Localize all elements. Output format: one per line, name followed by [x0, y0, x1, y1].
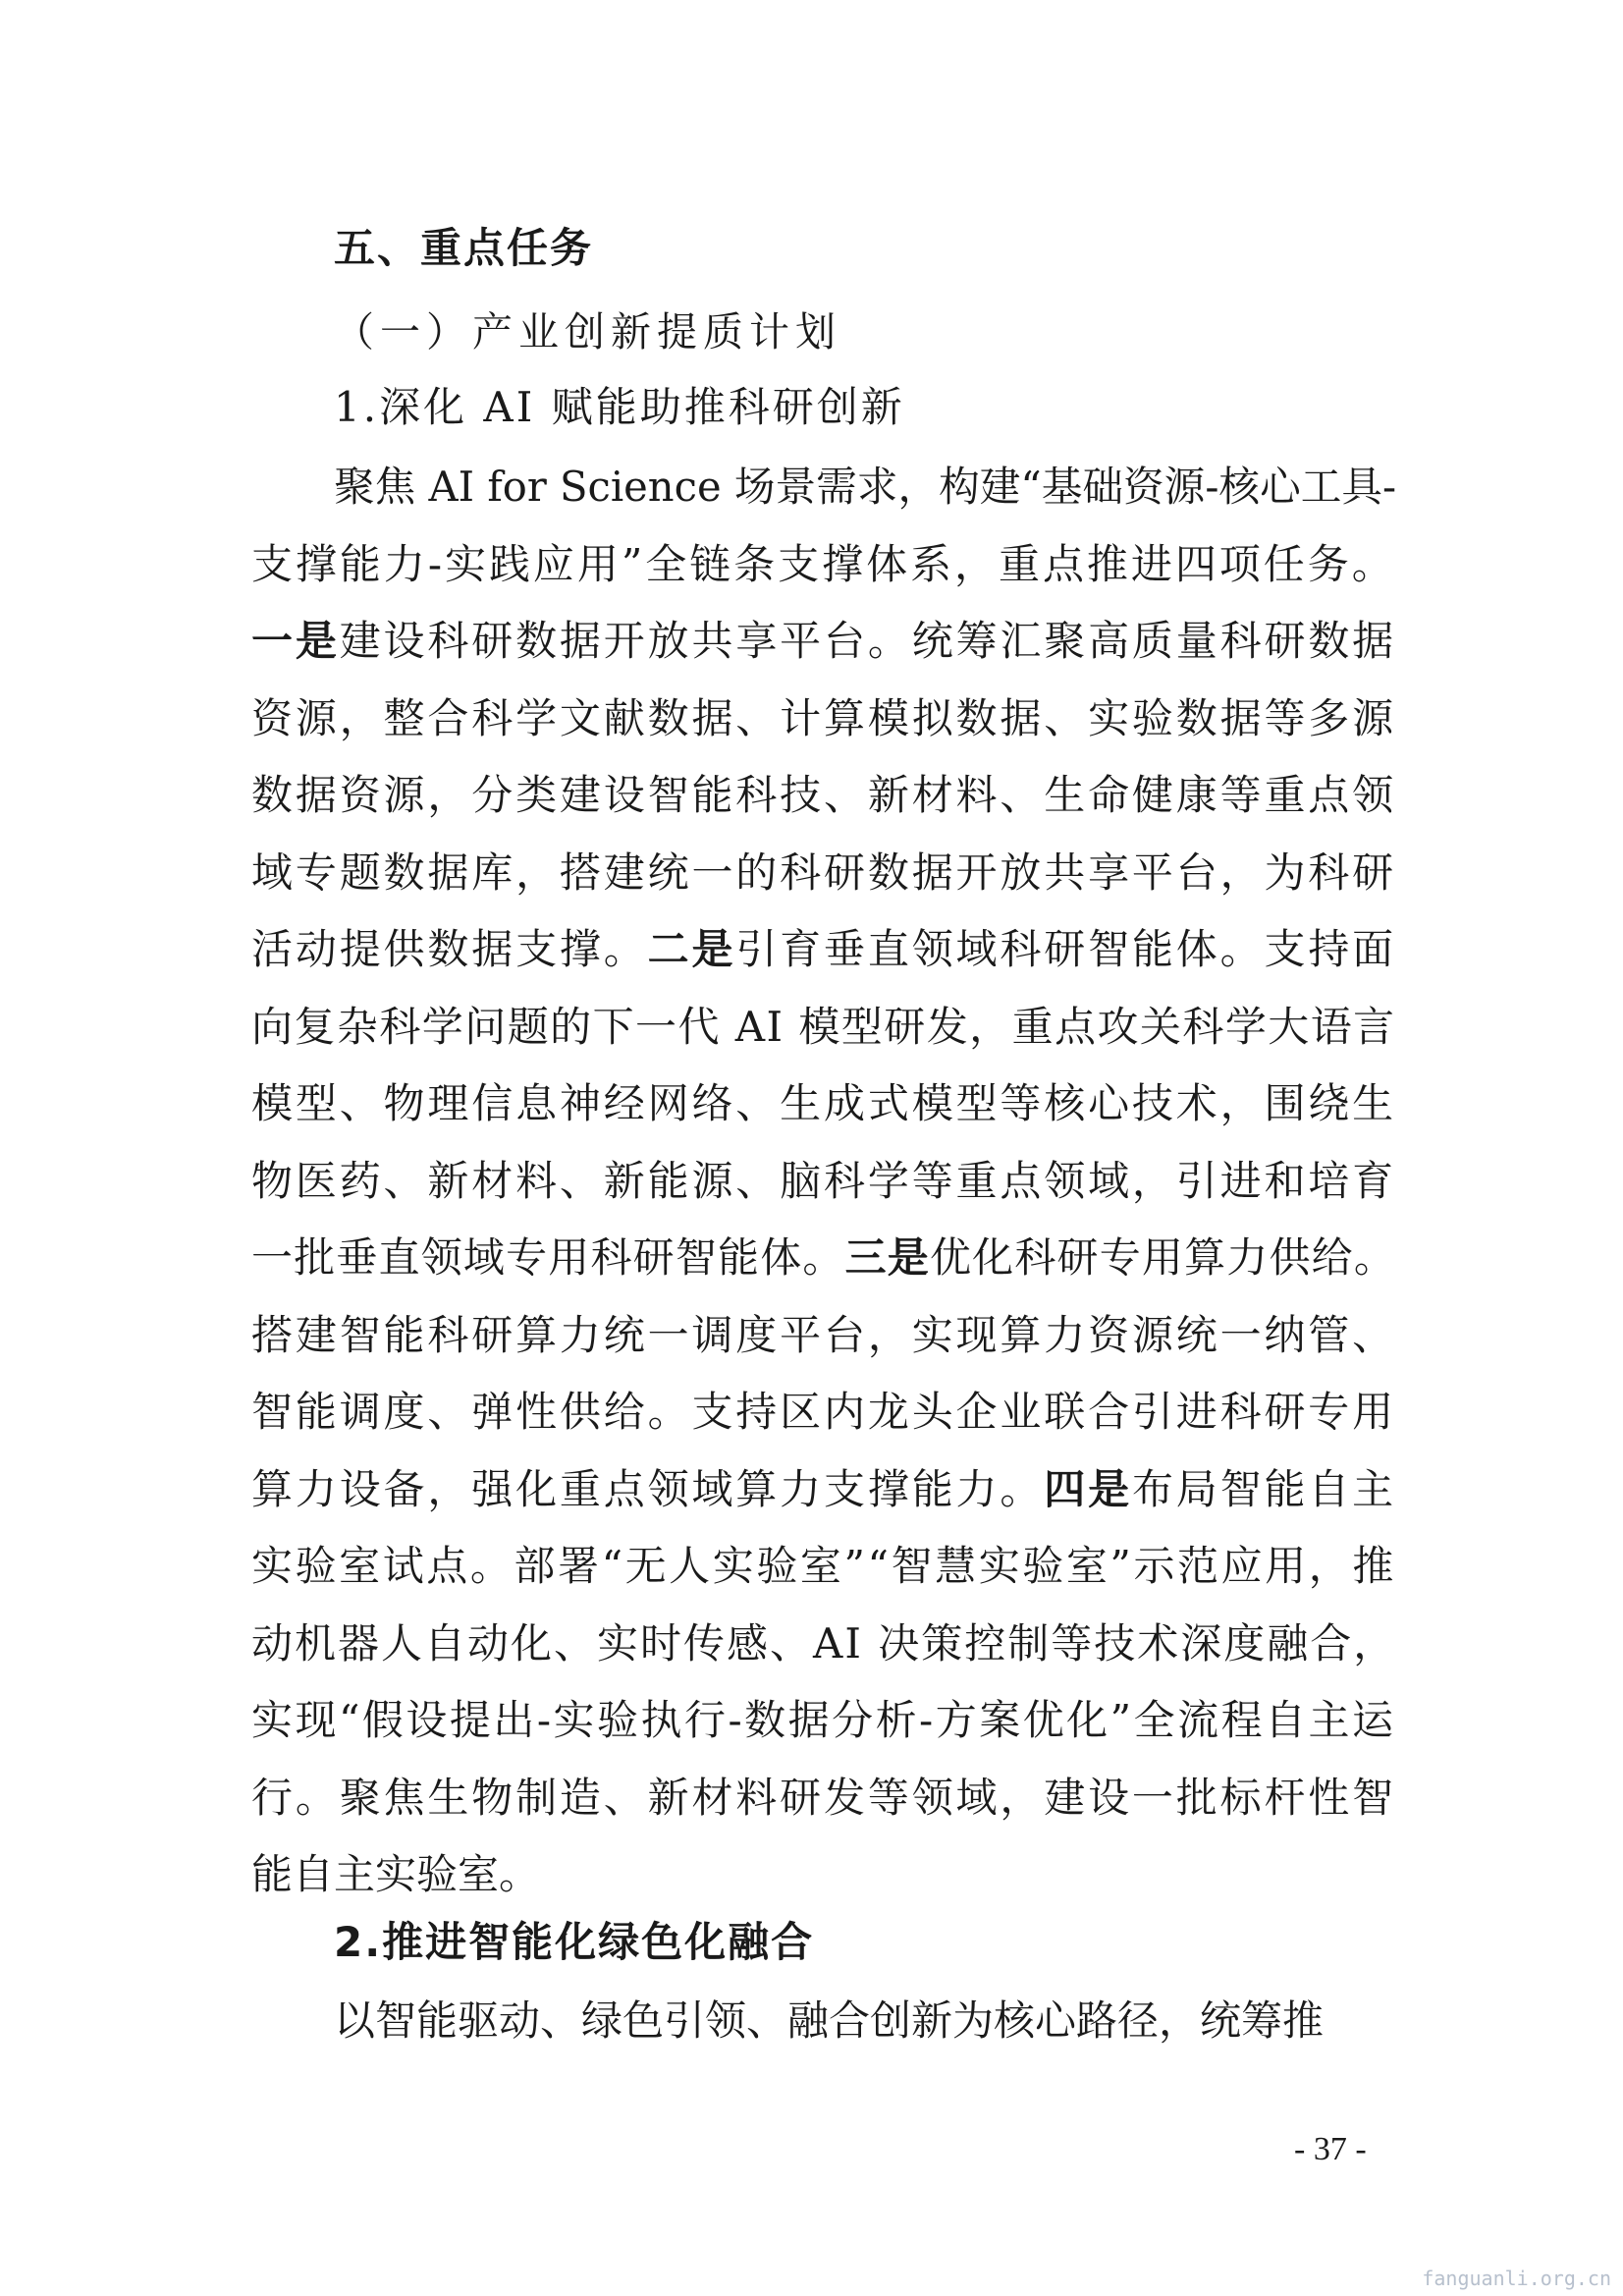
text-segment: 一批垂直领域专用科研智能体。	[251, 1233, 845, 1282]
text-segment: 域专题数据库，搭建统一的科研数据开放共享平台，为科研	[251, 847, 1397, 897]
text-segment: 算力设备，强化重点领域算力支撑能力。	[251, 1464, 1045, 1513]
text-segment: 模型、物理信息神经网络、生成式模型等核心技术，围绕生	[251, 1079, 1397, 1127]
text-segment: 实验室试点。部署“无人实验室”“智慧实验室”示范应用，推	[251, 1542, 1396, 1590]
text-segment: 数据资源，分类建设智能科技、新材料、生命健康等重点领	[251, 771, 1397, 819]
text-segment: 行。聚焦生物制造、新材料研发等领域，建设一批标杆性智	[251, 1773, 1397, 1822]
text-segment: 动机器人自动化、实时传感、AI 决策控制等技术深度融合，	[251, 1618, 1397, 1667]
text-segment: 引育垂直领域科研智能体。支持面	[735, 925, 1397, 973]
text-segment: 物医药、新材料、新能源、脑科学等重点领域，引进和培育	[251, 1156, 1397, 1205]
text-segment: 以智能驱动、绿色引领、融合创新为核心路径，统筹推	[334, 1996, 1325, 2045]
paragraph-line	[251, 609, 1396, 668]
paragraph-line	[251, 1766, 1396, 1825]
text-segment: 布局智能自主	[1131, 1464, 1397, 1513]
paragraph-line	[251, 1842, 540, 1901]
text-segment: 实现“假设提出-实验执行-数据分析-方案优化”全流程自主运	[251, 1696, 1396, 1744]
text-segment: 建设科研数据开放共享平台。统筹汇聚高质量科研数据	[339, 617, 1397, 665]
watermark: fanguanli.org.cn	[1422, 2267, 1611, 2290]
subsection-heading: （一）产业创新提质计划	[334, 308, 841, 355]
item2-heading: 2.推进智能化绿色化融合	[334, 1918, 815, 1966]
text-segment: 支撑能力-实践应用”全链条支撑体系，重点推进四项任务。	[251, 539, 1396, 588]
paragraph-line	[334, 1989, 1324, 2048]
item1-heading: 1.深化 AI 赋能助推科研创新	[334, 383, 905, 431]
bold-keyword: 三是	[844, 1233, 930, 1282]
bold-keyword: 二是	[647, 925, 736, 973]
paragraph-line	[251, 1612, 1396, 1670]
paragraph-line	[251, 1149, 1396, 1208]
text-segment: 资源，整合科学文献数据、计算模拟数据、实验数据等多源	[251, 693, 1397, 742]
paragraph-line	[251, 1534, 1396, 1593]
paragraph-line	[251, 995, 1396, 1054]
paragraph-line	[251, 763, 1396, 822]
paragraph-line	[251, 841, 1396, 900]
paragraph-line	[251, 532, 1396, 591]
page-number: - 37 -	[1294, 2131, 1367, 2167]
paragraph-line	[251, 917, 1396, 976]
bold-keyword: 一是	[251, 617, 340, 665]
paragraph-line	[251, 1457, 1396, 1516]
paragraph-line	[334, 455, 1396, 514]
text-segment: 优化科研专用算力供给。	[929, 1233, 1397, 1282]
text-segment: 能自主实验室。	[251, 1850, 541, 1898]
text-segment: 智能调度、弹性供给。支持区内龙头企业联合引进科研专用	[251, 1388, 1397, 1436]
paragraph-line	[251, 1303, 1396, 1362]
text-segment: 活动提供数据支撑。	[251, 925, 648, 973]
paragraph-line	[251, 1380, 1396, 1439]
paragraph-line	[251, 1688, 1396, 1747]
text-segment: 搭建智能科研算力统一调度平台，实现算力资源统一纳管、	[251, 1310, 1397, 1359]
paragraph-line	[251, 1071, 1396, 1130]
section-heading: 五、重点任务	[334, 224, 594, 272]
paragraph-line	[251, 686, 1396, 745]
text-segment: 聚焦 AI for Science 场景需求，构建“基础资源-核心工具-	[334, 463, 1397, 511]
paragraph-line	[251, 1226, 1396, 1285]
bold-keyword: 四是	[1044, 1464, 1132, 1513]
text-segment: 向复杂科学问题的下一代 AI 模型研发，重点攻关科学大语言	[251, 1002, 1396, 1051]
